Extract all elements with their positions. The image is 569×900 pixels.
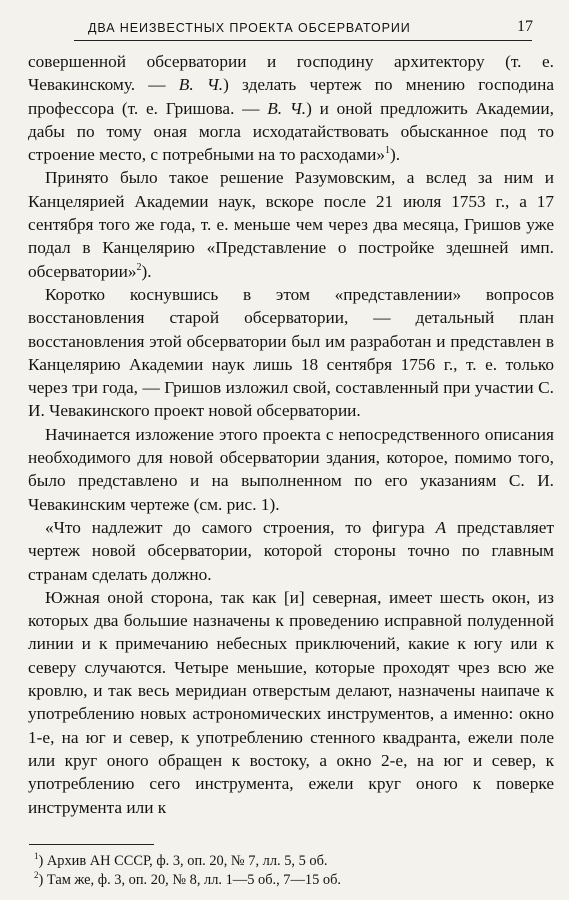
footnote-ref: 2 [136,261,142,273]
paragraph-1 [28,50,554,166]
footnote-divider [29,844,154,845]
running-title: ДВА НЕИЗВЕСТНЫХ ПРОЕКТА ОБСЕРВАТОРИИ [88,21,411,35]
footnote-mark: 1 [34,851,39,862]
paragraph-2 [28,166,554,282]
footnote-mark: 2 [34,870,39,881]
author-initials: В. Ч. [178,75,224,95]
text-run: ). [389,145,401,165]
text-run: ) и оной предложить Академии, дабы по тому оная могла исходатайствовать обысканное под то строение место, с потребными на то расходами» [28,98,554,165]
footnote-ref: 1 [384,145,390,157]
text-run: ). [141,261,152,281]
footnote-2: $^2$) Там же, ф. 3, оп. 20, № 8, лл. 1—5 об., 7—15 об. [34,870,341,888]
page-header [74,18,532,41]
text-run: «Что надлежит до самого строения, то фигура [45,517,436,537]
text-run: Принято было такое решение Разумовским, а вслед за ним и Канцелярией Академии наук, вскоре после 21 июля 1753 г., а 17 сентября того же года, т. е. меньше чем через два месяца, Гришов уже подал в Канцелярию «Представление о постройке здешней имп. обсерватории» [28,168,554,281]
paragraph-5 [28,516,554,586]
main-text [28,50,554,830]
figure-letter: А [435,517,447,537]
footnote-text: Архив АН СССР, ф. 3, оп. 20, № 7, лл. 5, 5 об. [46,853,328,869]
paragraph-4: Начинается изложение этого проекта с непосредственного описания необходимого для новой обсерватории здания, которое, помимо того, было представлено и на выполненном по его указаниям С. И. Чевакинским чертеже (см. рис. 1). [28,424,554,514]
footnote-1: $^1$) Архив АН СССР, ф. 3, оп. 20, № 7, лл. 5, 5 об. [34,851,328,869]
paragraph-6: Южная оной сторона, так как [и] северная, имеет шесть окон, из которых два большие назначены к проведению исправной полуденной линии и к примечанию небесных приключений, какие к югу или к северу случаются. Четыре меньшие, которые проходят чрез всю же кровлю, и так весь меридиан отверстым делают, назначены наипаче к употреблению новых астрономических инструментов, а именно: окно 1-е, на юг и север, к употреблению стенного квадранта, ежели поле или круг оного обращен к востоку, а окно 2-е, на юг и север, к употреблению сего инструмента, ежели круг оного к поверке инструмента или к [28,587,554,817]
page-number: 17 [517,18,533,35]
author-initials: В. Ч. [267,98,307,118]
footnote-text: Там же, ф. 3, оп. 20, № 8, лл. 1—5 об., 7—15 об. [46,872,341,888]
paragraph-3: Коротко коснувшись в этом «представлении» вопросов восстановления старой обсерватории, — детальный план восстановления этой обсерватории был им разработан и представлен в Канцелярию Академии наук лишь 18 сентября 1756 г., т. е. только через три года, — Гришов изложил свой, составленный при участии С. И. Чевакинского проект новой обсерватории. [28,284,554,421]
footnotes [34,852,534,890]
text-run: совершенной обсерватории и господину архитектору (т. е. Чевакинскому. — [28,52,554,95]
text-run: представляет чертеж новой обсерватории, которой стороны точно по главным странам сделать должно. [28,517,554,584]
text-run: ) зделать чертеж по мнению господина профессора (т. е. Гришова. — [28,75,554,118]
